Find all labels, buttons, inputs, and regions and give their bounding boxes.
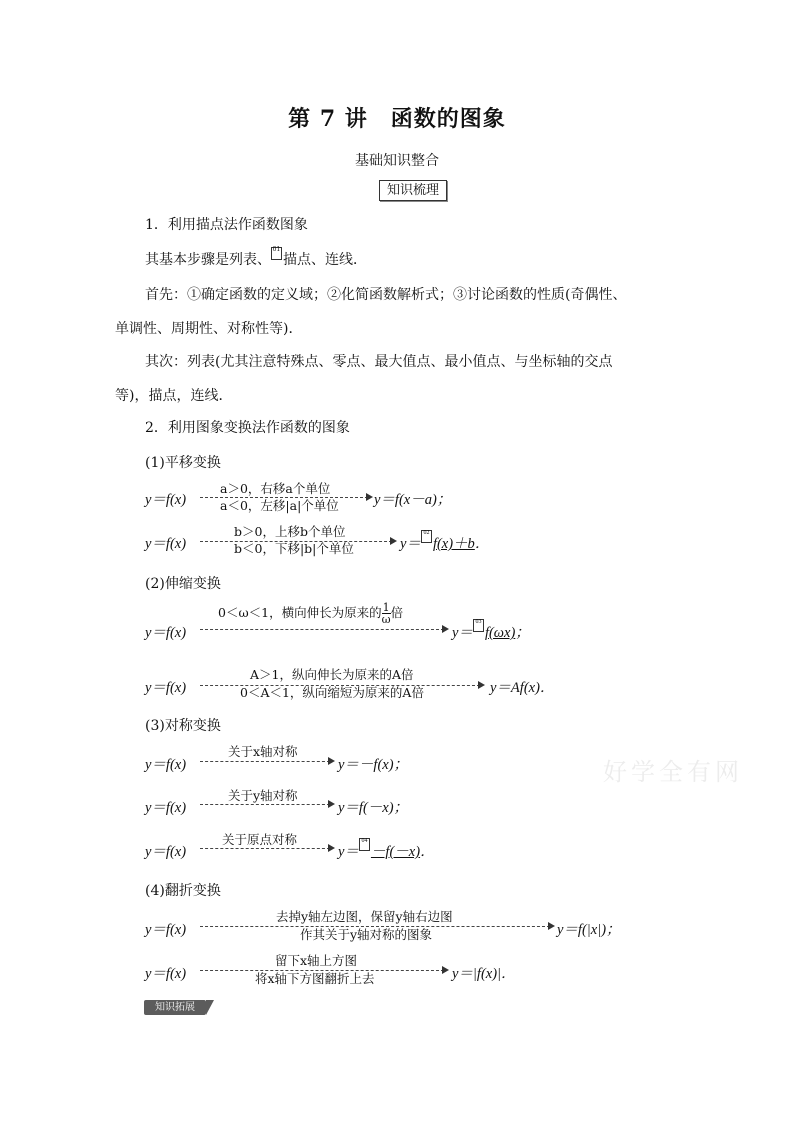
scaling-row1-arrow bbox=[200, 629, 444, 630]
translation-label: (1)平移变换 bbox=[145, 455, 221, 471]
answer-marker-02: 02 bbox=[421, 530, 432, 543]
section-subtitle: 基础知识整合 bbox=[355, 153, 439, 169]
symmetry-row3-result-prefix: y＝ bbox=[338, 844, 359, 860]
page-title: 第 7 讲 函数的图象 bbox=[288, 106, 506, 132]
scaling-row1-condition-text: 0＜ω＜1，横向伸长为原来的 bbox=[218, 605, 382, 620]
flip-row1-lhs: y＝f(x) bbox=[145, 922, 187, 938]
symmetry-row3-answer: －f(－x) bbox=[370, 844, 421, 860]
translation-row2-result-prefix: y＝ bbox=[400, 536, 421, 552]
symmetry-row2-arrowhead bbox=[328, 800, 335, 808]
scaling-row2-result: y＝Af(x)． bbox=[490, 680, 555, 696]
symmetry-row1-arrowhead bbox=[328, 757, 335, 765]
symmetry-row3-arrow bbox=[200, 848, 330, 849]
flip-row1-condition-bottom: 作其关于y轴对称的图象 bbox=[300, 927, 433, 942]
section1-title: 1．利用描点法作函数图象 bbox=[145, 217, 308, 233]
section1-second-paragraph-cont: 等)，描点，连线． bbox=[115, 388, 233, 404]
scaling-row2-condition-top: A＞1，纵向伸长为原来的A倍 bbox=[250, 667, 414, 682]
scaling-row2-condition-bottom: 0＜A＜1，纵向缩短为原来的A倍 bbox=[240, 685, 424, 700]
section1-step-prefix: 其基本步骤是列表、 bbox=[145, 252, 271, 268]
flip-row1-result: y＝f(|x|)； bbox=[557, 922, 621, 938]
scaling-row2-arrow bbox=[200, 685, 480, 686]
flip-row2-arrowhead bbox=[442, 966, 449, 974]
translation-row1-lhs: y＝f(x) bbox=[145, 492, 187, 508]
scaling-row2-arrowhead bbox=[478, 681, 485, 689]
flip-row1-arrow bbox=[200, 926, 550, 927]
scaling-row1-lhs: y＝f(x) bbox=[145, 625, 187, 641]
section2-title: 2．利用图象变换法作函数的图象 bbox=[145, 420, 350, 436]
answer-marker-01: 01 bbox=[271, 247, 282, 260]
symmetry-row2-arrow bbox=[200, 804, 330, 805]
knowledge-review-label: 知识梳理 bbox=[379, 180, 447, 201]
symmetry-row2-result: y＝f(－x)； bbox=[338, 800, 409, 816]
translation-row2-condition-top: b＞0，上移b个单位 bbox=[234, 524, 346, 539]
flip-row1-condition-top: 去掉y轴左边图，保留y轴右边图 bbox=[276, 909, 453, 924]
section1-step-suffix: 描点、连线． bbox=[283, 252, 367, 268]
translation-row1-condition-bottom: a＜0，左移|a|个单位 bbox=[220, 498, 339, 513]
symmetry-row3-condition: 关于原点对称 bbox=[222, 832, 298, 847]
answer-marker-04: 04 bbox=[359, 838, 370, 851]
scaling-row1-frac-num: 1 bbox=[382, 601, 390, 614]
symmetry-row2-condition: 关于y轴对称 bbox=[228, 788, 298, 803]
symmetry-row1-lhs: y＝f(x) bbox=[145, 757, 187, 773]
scaling-row1-condition-end: 倍 bbox=[390, 605, 404, 620]
scaling-row1-fraction bbox=[382, 602, 391, 625]
flip-label: (4)翻折变换 bbox=[145, 883, 221, 899]
answer-marker-03: 03 bbox=[473, 619, 484, 632]
scaling-row1-condition bbox=[218, 602, 403, 625]
translation-row2-arrow bbox=[200, 541, 392, 542]
translation-row2-result: y＝02f(x)＋b． bbox=[400, 530, 490, 552]
scaling-row1-arrowhead bbox=[442, 625, 449, 633]
watermark: 好学全有网 bbox=[603, 758, 743, 786]
flip-row1-arrowhead bbox=[548, 922, 555, 930]
translation-row2-condition-bottom: b＜0，下移|b|个单位 bbox=[234, 541, 354, 556]
symmetry-row1-condition: 关于x轴对称 bbox=[228, 744, 298, 759]
translation-row2-answer: f(x)＋b bbox=[432, 536, 475, 552]
flip-row2-lhs: y＝f(x) bbox=[145, 966, 187, 982]
translation-row1-result: y＝f(x－a)； bbox=[374, 492, 452, 508]
flip-row2-arrow bbox=[200, 970, 444, 971]
symmetry-row3-tail: ． bbox=[420, 844, 435, 860]
symmetry-label: (3)对称变换 bbox=[145, 718, 221, 734]
symmetry-row3-result bbox=[338, 840, 435, 861]
scaling-label: (2)伸缩变换 bbox=[145, 576, 221, 592]
translation-row1-arrowhead bbox=[366, 493, 373, 501]
section1-second-paragraph: 其次：列表(尤其注意特殊点、零点、最大值点、最小值点、与坐标轴的交点 bbox=[145, 354, 613, 370]
knowledge-extension-badge: 知识拓展 bbox=[144, 1000, 206, 1015]
symmetry-row2-lhs: y＝f(x) bbox=[145, 800, 187, 816]
flip-row2-condition-top: 留下x轴上方图 bbox=[275, 953, 358, 968]
symmetry-row3-arrowhead bbox=[328, 844, 335, 852]
section1-first-paragraph: 首先：①确定函数的定义域；②化简函数解析式；③讨论函数的性质(奇偶性、 bbox=[145, 287, 627, 303]
section1-step-line bbox=[145, 246, 367, 269]
symmetry-row1-result: y＝－f(x)； bbox=[338, 757, 409, 773]
flip-row2-result: y＝|f(x)|． bbox=[452, 966, 516, 982]
scaling-row1-frac-den: ω bbox=[381, 613, 391, 626]
section1-first-paragraph-cont: 单调性、周期性、对称性等)． bbox=[115, 321, 303, 337]
flip-row2-condition-bottom: 将x轴下方图翻折上去 bbox=[255, 971, 375, 986]
scaling-row1-answer: f(ωx) bbox=[484, 625, 516, 641]
translation-row2-arrowhead bbox=[390, 537, 397, 545]
scaling-row1-result bbox=[452, 621, 530, 642]
translation-row1-arrow bbox=[200, 497, 368, 498]
scaling-row1-tail: ； bbox=[515, 625, 530, 641]
symmetry-row1-arrow bbox=[200, 761, 330, 762]
scaling-row2-lhs: y＝f(x) bbox=[145, 680, 187, 696]
translation-row1-condition-top: a＞0，右移a个单位 bbox=[220, 481, 331, 496]
scaling-row1-result-prefix: y＝ bbox=[452, 625, 473, 641]
translation-row2-lhs: y＝f(x) bbox=[145, 536, 187, 552]
symmetry-row3-lhs: y＝f(x) bbox=[145, 844, 187, 860]
